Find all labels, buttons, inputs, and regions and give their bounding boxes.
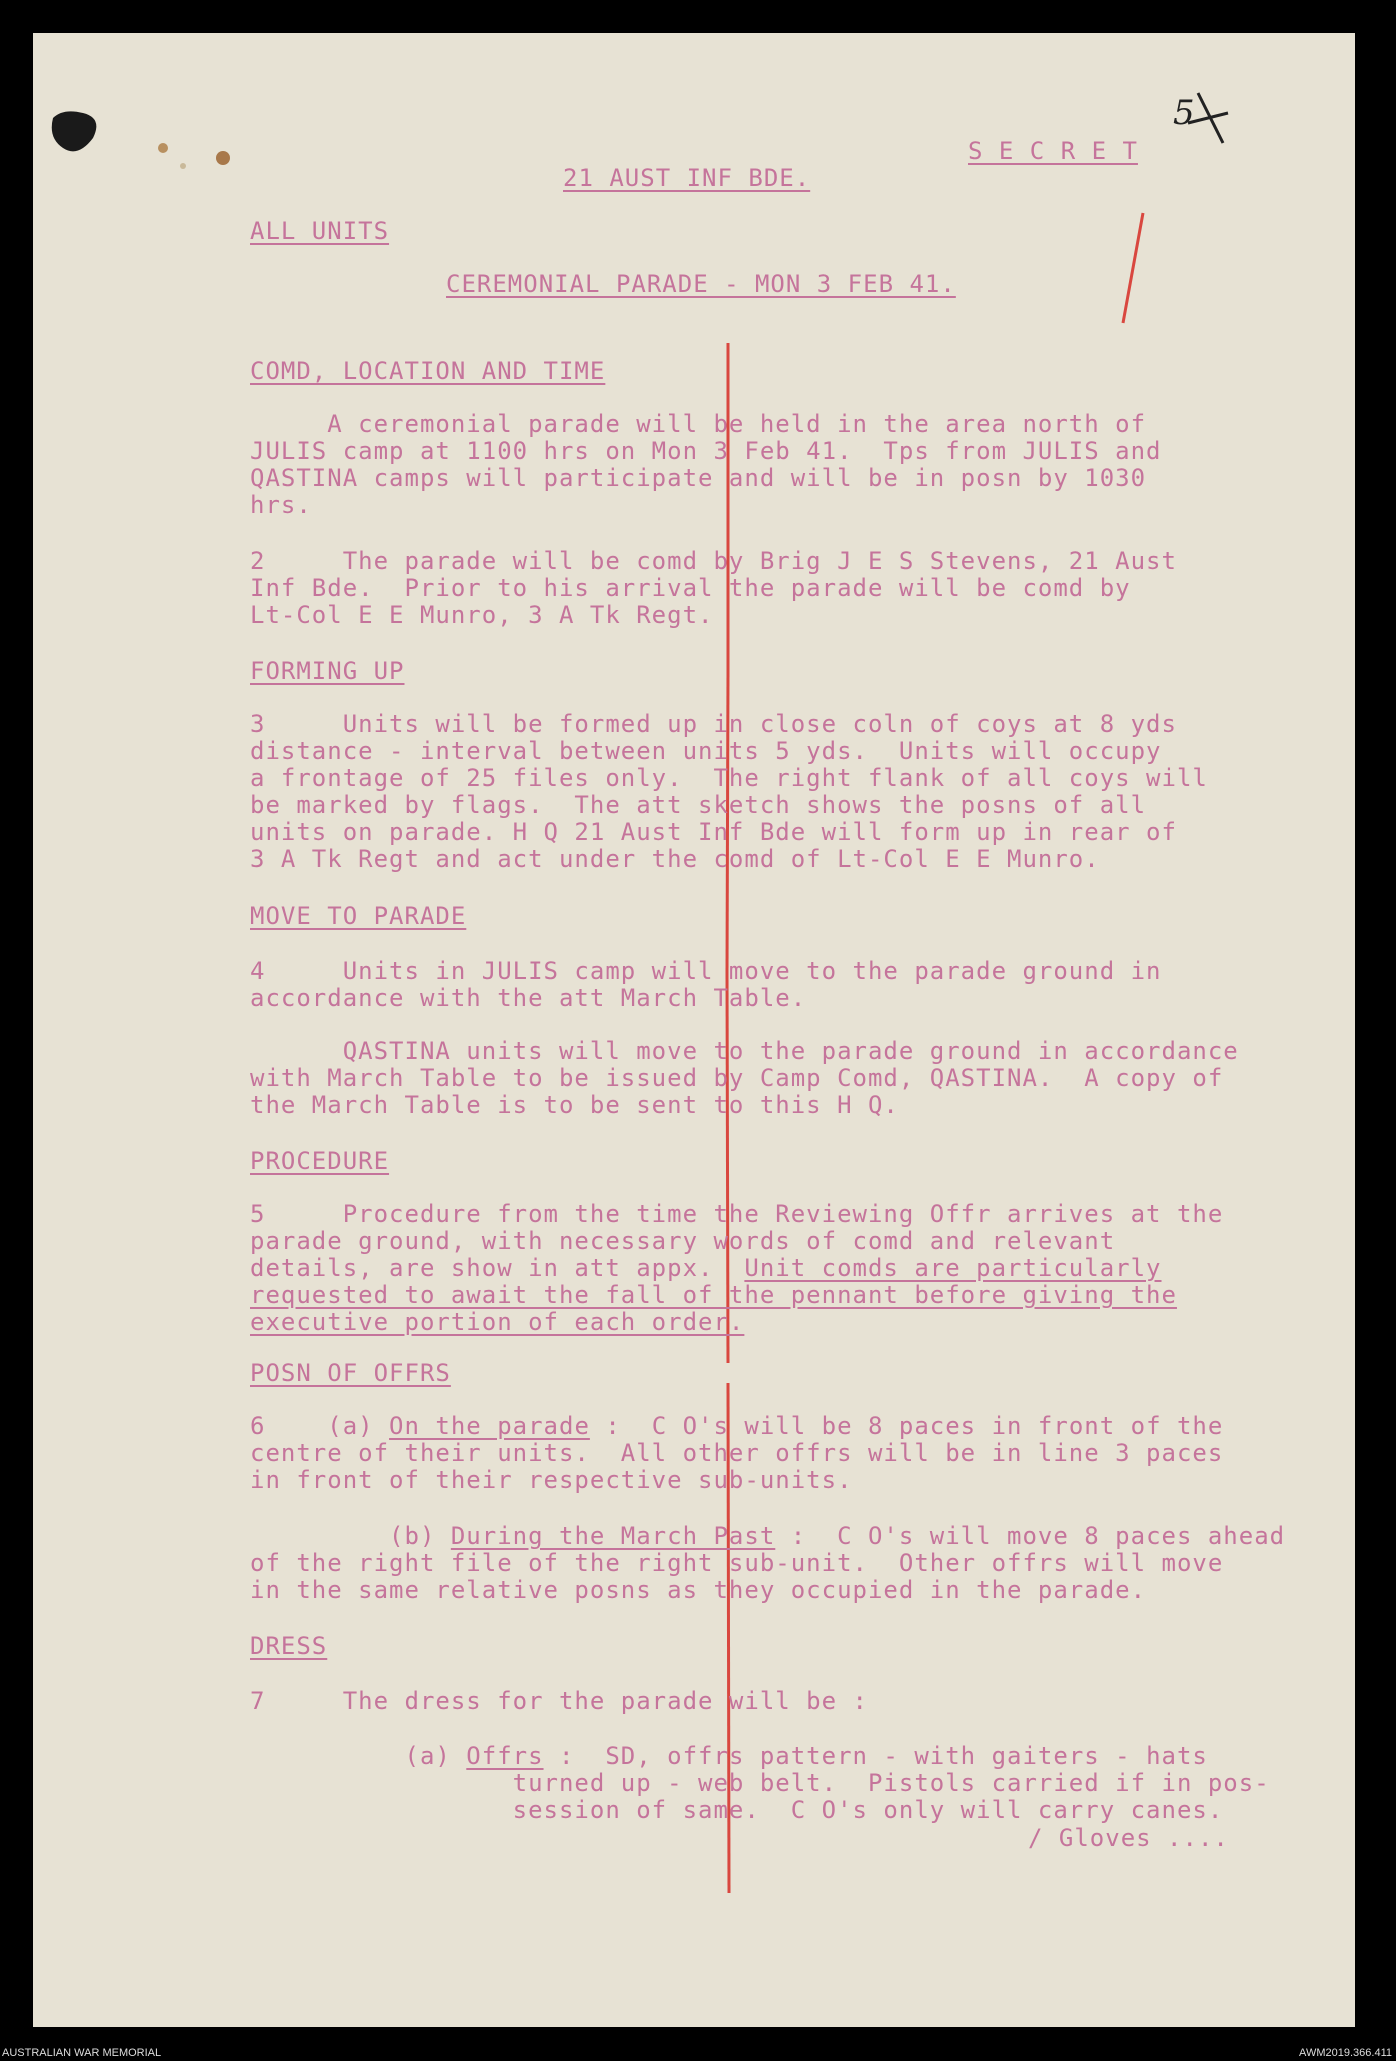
addressee: ALL UNITS bbox=[250, 217, 390, 245]
paragraph-line: 3 Units will be formed up in close coln of coys at 8 yds bbox=[250, 710, 1177, 738]
paragraph-line: : C O's will be 8 paces in front of the bbox=[589, 1412, 1224, 1440]
paragraph-1 bbox=[250, 411, 1162, 519]
paragraph-line: QASTINA units will move to the parade ground in accordance bbox=[250, 1037, 1239, 1065]
paragraph-line: Lt-Col E E Munro, 3 A Tk Regt. bbox=[250, 601, 714, 629]
paragraph-7a bbox=[250, 1743, 1270, 1824]
paragraph-line: the March Table is to be sent to this H Q. bbox=[250, 1091, 899, 1119]
document-title: CEREMONIAL PARADE - MON 3 FEB 41. bbox=[446, 270, 956, 298]
handwritten-strike bbox=[1183, 88, 1243, 148]
paragraph-line: units on parade. H Q 21 Aust Inf Bde will form up in rear of bbox=[250, 818, 1177, 846]
continuation-catchword: / Gloves .... bbox=[1028, 1824, 1229, 1852]
section-heading-dress: DRESS bbox=[250, 1632, 328, 1660]
paragraph-3 bbox=[250, 711, 1208, 873]
document-page bbox=[33, 33, 1355, 2027]
paragraph-line: of the right file of the right sub-unit. Other offrs will move bbox=[250, 1549, 1224, 1577]
paragraph-line: Inf Bde. Prior to his arrival the parade will be comd by bbox=[250, 574, 1131, 602]
underlined-text: Unit comds are particularly bbox=[744, 1254, 1162, 1282]
classification: S E C R E T bbox=[968, 137, 1138, 165]
paragraph-7: 7 The dress for the parade will be : bbox=[250, 1687, 868, 1715]
section-heading-procedure: PROCEDURE bbox=[250, 1147, 390, 1175]
paragraph-6b bbox=[250, 1523, 1285, 1604]
paragraph-line: : SD, offrs pattern - with gaiters - hats bbox=[543, 1742, 1208, 1770]
section-heading-comd: COMD, LOCATION AND TIME bbox=[250, 357, 606, 385]
paragraph-line: accordance with the att March Table. bbox=[250, 984, 807, 1012]
paragraph-line: with March Table to be issued by Camp Comd, QASTINA. A copy of bbox=[250, 1064, 1224, 1092]
paragraph-line: in front of their respective sub-units. bbox=[250, 1466, 853, 1494]
paragraph-number: (a) bbox=[250, 1742, 467, 1770]
paragraph-line: centre of their units. All other offrs will be in line 3 paces bbox=[250, 1439, 1224, 1467]
paragraph-number: 6 (a) bbox=[250, 1412, 390, 1440]
handwritten-page-mark: 5 bbox=[1173, 93, 1195, 133]
paragraph-5 bbox=[250, 1201, 1223, 1336]
subheading: During the March Past bbox=[450, 1522, 776, 1550]
paragraph-line: 2 The parade will be comd by Brig J E S Stevens, 21 Aust bbox=[250, 547, 1177, 575]
footer-reference: AWM2019.366.411 bbox=[1299, 2047, 1392, 2059]
paragraph-line: be marked by flags. The att sketch shows the posns of all bbox=[250, 791, 1147, 819]
red-pencil-tick bbox=[1113, 208, 1153, 328]
footer-archive-name: AUSTRALIAN WAR MEMORIAL bbox=[2, 2047, 162, 2059]
paragraph-line: in the same relative posns as they occupied in the parade. bbox=[250, 1576, 1147, 1604]
paragraph-line: a frontage of 25 files only. The right flank of all coys will bbox=[250, 764, 1208, 792]
underlined-line: executive portion of each order. bbox=[250, 1308, 745, 1336]
paragraph-number: (b) bbox=[250, 1522, 451, 1550]
paragraph-line: session of same. C O's only will carry canes. bbox=[250, 1796, 1224, 1824]
paragraph-4b bbox=[250, 1038, 1239, 1119]
paragraph-6a bbox=[250, 1413, 1223, 1494]
paragraph-line: turned up - web belt. Pistols carried if in pos- bbox=[250, 1769, 1270, 1797]
subheading: On the parade bbox=[389, 1412, 590, 1440]
section-heading-posn-of-offrs: POSN OF OFFRS bbox=[250, 1359, 451, 1387]
paragraph-line: QASTINA camps will participate and will be in posn by 1030 bbox=[250, 464, 1147, 492]
paragraph-line: 5 Procedure from the time the Reviewing Offr arrives at the bbox=[250, 1200, 1224, 1228]
ink-stain bbox=[43, 78, 263, 198]
section-heading-forming-up: FORMING UP bbox=[250, 657, 405, 685]
paragraph-line: hrs. bbox=[250, 491, 312, 519]
unit-heading: 21 AUST INF BDE. bbox=[563, 164, 811, 192]
paragraph-line: JULIS camp at 1100 hrs on Mon 3 Feb 41. Tps from JULIS and bbox=[250, 437, 1162, 465]
paragraph-2 bbox=[250, 548, 1177, 629]
paragraph-line: 4 Units in JULIS camp will move to the parade ground in bbox=[250, 957, 1162, 985]
section-heading-move-to-parade: MOVE TO PARADE bbox=[250, 902, 467, 930]
paragraph-line: A ceremonial parade will be held in the area north of bbox=[250, 410, 1147, 438]
paragraph-line: : C O's will move 8 paces ahead bbox=[775, 1522, 1286, 1550]
underlined-line: requested to await the fall of the pennant before giving the bbox=[250, 1281, 1177, 1309]
paragraph-line: distance - interval between units 5 yds. Units will occupy bbox=[250, 737, 1162, 765]
paragraph-4 bbox=[250, 958, 1162, 1012]
paragraph-line: 3 A Tk Regt and act under the comd of Lt-Col E E Munro. bbox=[250, 845, 1100, 873]
paragraph-line: details, are show in att appx. bbox=[250, 1254, 745, 1282]
paragraph-line: parade ground, with necessary words of comd and relevant bbox=[250, 1227, 1116, 1255]
subheading: Offrs bbox=[466, 1742, 544, 1770]
